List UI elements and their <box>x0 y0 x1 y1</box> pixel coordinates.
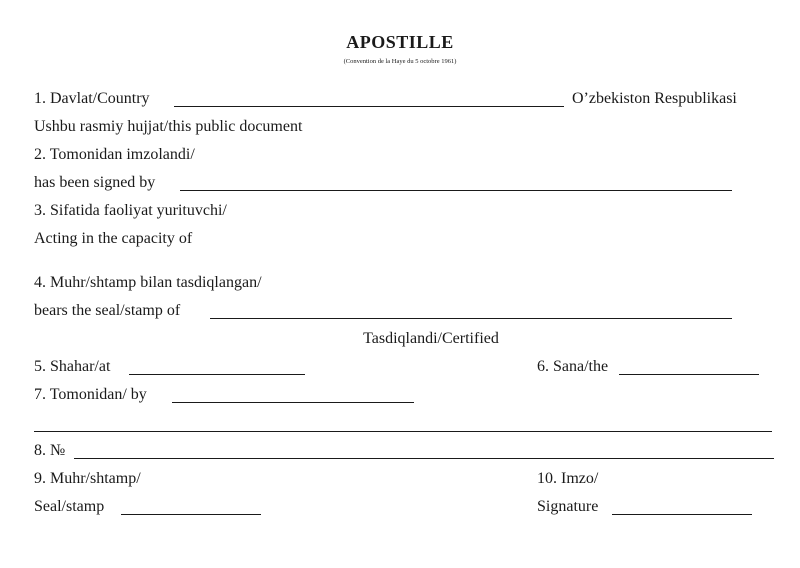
page-title: APOSTILLE <box>346 32 454 52</box>
stamp-label-uz: 9. Muhr/shtamp/ <box>34 470 141 487</box>
seal-line <box>210 318 732 319</box>
signature-line <box>612 514 752 515</box>
stamp-line <box>121 514 261 515</box>
capacity-label-en: Acting in the capacity of <box>34 230 193 247</box>
signed-label-uz: 2. Tomonidan imzolandi/ <box>34 146 195 163</box>
country-line <box>174 106 564 107</box>
city-line <box>129 374 305 375</box>
country-value: O’zbekiston Respublikasi <box>572 90 737 107</box>
by-label: 7. Tomonidan/ by <box>34 386 147 403</box>
stamp-label-en: Seal/stamp <box>34 498 105 515</box>
blank-line <box>34 431 772 432</box>
city-label: 5. Shahar/at <box>34 358 111 375</box>
signature-label-uz: 10. Imzo/ <box>537 470 599 487</box>
date-label: 6. Sana/the <box>537 358 609 375</box>
date-line <box>619 374 759 375</box>
seal-label-uz: 4. Muhr/shtamp bilan tasdiqlangan/ <box>34 274 262 291</box>
convention-subtitle: (Convention de la Haye du 5 octobre 1961) <box>343 58 457 65</box>
seal-label-en: bears the seal/stamp of <box>34 302 181 319</box>
document-line-label: Ushbu rasmiy hujjat/this public document <box>34 118 303 135</box>
number-line <box>74 458 774 459</box>
number-label: 8. № <box>34 442 66 459</box>
certified-heading: Tasdiqlandi/Certified <box>363 330 499 347</box>
by-line <box>172 402 414 403</box>
signed-label-en: has been signed by <box>34 174 156 191</box>
capacity-label-uz: 3. Sifatida faoliyat yurituvchi/ <box>34 202 227 219</box>
country-label: 1. Davlat/Country <box>34 90 150 107</box>
signed-by-line <box>180 190 732 191</box>
signature-label-en: Signature <box>537 498 599 515</box>
